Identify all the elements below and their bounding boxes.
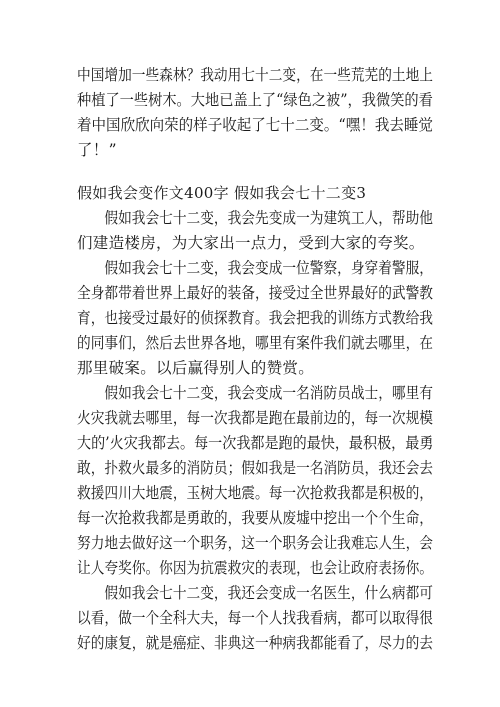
paragraph-line: 救援四川大地震，玉树大地震。每一次抢救我都是积极的， [77,484,434,502]
paragraph-line: 让人夸奖你。你因为抗震救灾的表现，也会让政府表扬你。 [77,559,434,577]
paragraph-line: 育，也接受过最好的侦探教育。我会把我的训练方式教给我 [77,309,434,327]
paragraph-line: 那里破案。以后赢得别人的赞赏。 [77,359,315,377]
paragraph-line: 假如我会七十二变，我会变成一名消防员战士，哪里有 [77,384,434,402]
paragraph-line: 假如我会七十二变，我会先变成一为建筑工人，帮助他 [77,209,434,227]
paragraph-line: 们建造楼房，为大家出一点力，受到大家的夸奖。 [77,234,425,252]
paragraph-line: 假如我会七十二变，我会变成一位警察，身穿着警服， [77,259,434,277]
paragraph-line: 了！” [77,141,117,159]
paragraph-line: 着中国欣欣向荣的样子收起了七十二变。“嘿！我去睡觉 [77,116,433,134]
paragraph-line: 努力地去做好这一个职务，这一个职务会让我难忘人生，会 [77,534,434,552]
paragraph-line: 全身都带着世界上最好的装备，接受过全世界最好的武警教 [77,284,434,302]
paragraph-line: 火灾我就去哪里，每一次我都是跑在最前边的，每一次规模 [77,409,434,427]
paragraph-line: 种植了一些树木。大地已盖上了“绿色之被”，我微笑的看 [77,91,433,109]
paragraph-line: 大的’火灾我都去。每一次我都是跑的最快，最积极，最勇 [77,434,434,452]
paragraph-line: 敢，扑救火最多的消防员；假如我是一名消防员，我还会去 [77,459,434,477]
section-heading: 假如我会变作文400字 假如我会七十二变3 [77,184,367,202]
paragraph-line: 以看，做一个全科大夫，每一个人找我看病，都可以取得很 [77,609,434,627]
paragraph-line: 假如我会七十二变，我还会变成一名医生，什么病都可 [77,584,434,602]
paragraph-line: 中国增加一些森林？我动用七十二变，在一些荒芜的土地上 [77,66,434,84]
paragraph-line: 的同事们，然后去世界各地，哪里有案件我们就去哪里，在 [77,334,434,352]
paragraph-line: 好的康复，就是癌症、非典这一种病我都能看了，尽力的去 [77,634,434,652]
paragraph-line: 每一次抢救我都是勇敢的，我要从废墟中挖出一个个生命， [77,509,434,527]
